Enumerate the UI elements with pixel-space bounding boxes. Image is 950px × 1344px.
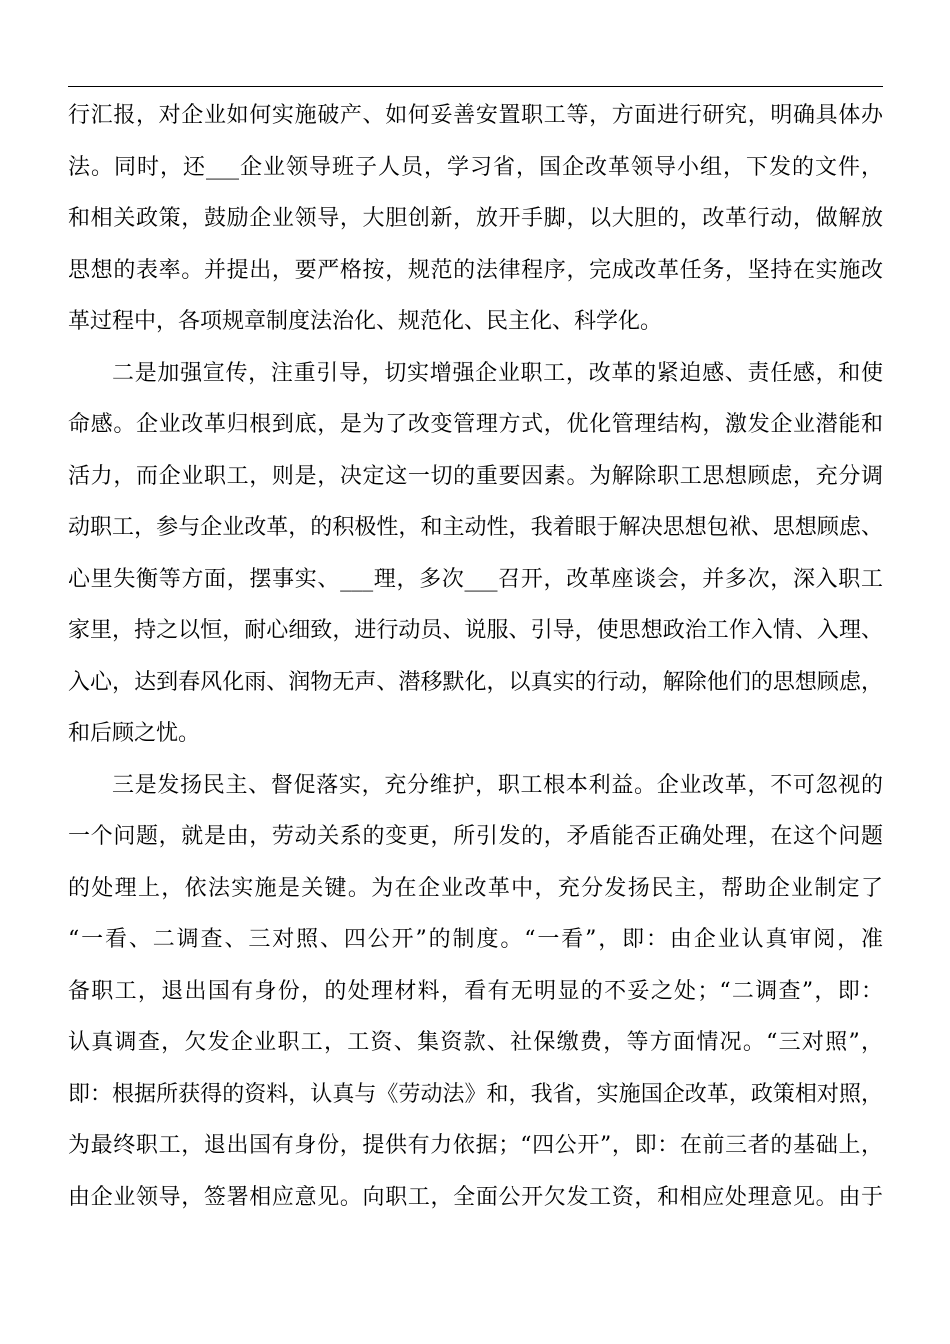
- text-line: 三是发扬民主、督促落实，充分维护，职工根本利益。企业改革，不可忽视的: [112, 772, 883, 798]
- text-line: 和相关政策，鼓励企业领导，大胆创新，放开手脚，以大胆的，改革行动，做解放: [68, 206, 883, 231]
- text-line: 和后顾之忧。: [68, 721, 201, 746]
- paragraph-2: [68, 348, 883, 760]
- text-line: 为最终职工，退出国有身份，提供有力依据；“四公开”，即：在前三者的基础上，: [68, 1133, 883, 1158]
- text-line: 家里，持之以恒，耐心细致，进行动员、说服、引导，使思想政治工作入情、入理、: [68, 618, 883, 643]
- text-line: 思想的表率。并提出，要严格按，规范的法律程序，完成改革任务，坚持在实施改: [68, 257, 883, 283]
- text-line: 即：根据所获得的资料，认真与《劳动法》和，我省，实施国企改革，政策相对照，: [68, 1081, 883, 1107]
- text-line: 活力，而企业职工，则是，决定这一切的重要因素。为解除职工思想顾虑，充分调: [68, 463, 883, 489]
- text-line: 认真调查，欠发企业职工，工资、集资款、社保缴费，等方面情况。“三对照”，: [68, 1030, 883, 1055]
- text-line: 由企业领导，签署相应意见。向职工，全面公开欠发工资，和相应处理意见。由于: [68, 1184, 883, 1210]
- text-line: 法。同时，还___企业领导班子人员，学习省，国企改革领导小组，下发的文件，: [68, 154, 883, 180]
- text-line: 心里失衡等方面，摆事实、___理，多次___召开，改革座谈会，并多次，深入职工: [68, 566, 883, 592]
- header-rule: [68, 86, 883, 87]
- text-line: 动职工，参与企业改革，的积极性，和主动性，我着眼于解决思想包袱、思想顾虑、: [68, 515, 883, 540]
- text-line: 革过程中，各项规章制度法治化、规范化、民主化、科学化。: [68, 309, 663, 334]
- text-line: 入心，达到春风化雨、润物无声、潜移默化，以真实的行动，解除他们的思想顾虑，: [68, 669, 883, 695]
- text-line: “一看、二调查、三对照、四公开”的制度。“一看”，即：由企业认真审阅，准: [68, 927, 883, 952]
- paragraph-1: [68, 90, 883, 348]
- paragraph-3: [68, 760, 883, 1224]
- text-line: 命感。企业改革归根到底，是为了改变管理方式，优化管理结构，激发企业潜能和: [68, 412, 883, 437]
- text-line: 备职工，退出国有身份，的处理材料，看有无明显的不妥之处；“二调查”，即：: [68, 978, 883, 1004]
- text-line: 的处理上，依法实施是关键。为在企业改革中，充分发扬民主，帮助企业制定了: [68, 875, 883, 901]
- text-line: 一个问题，就是由，劳动关系的变更，所引发的，矛盾能否正确处理，在这个问题: [68, 824, 883, 849]
- document-body: [68, 90, 883, 1223]
- text-line: 二是加强宣传，注重引导，切实增强企业职工，改革的紧迫感、责任感，和使: [112, 360, 883, 386]
- text-line: 行汇报，对企业如何实施破产、如何妥善安置职工等，方面进行研究，明确具体办: [68, 103, 883, 128]
